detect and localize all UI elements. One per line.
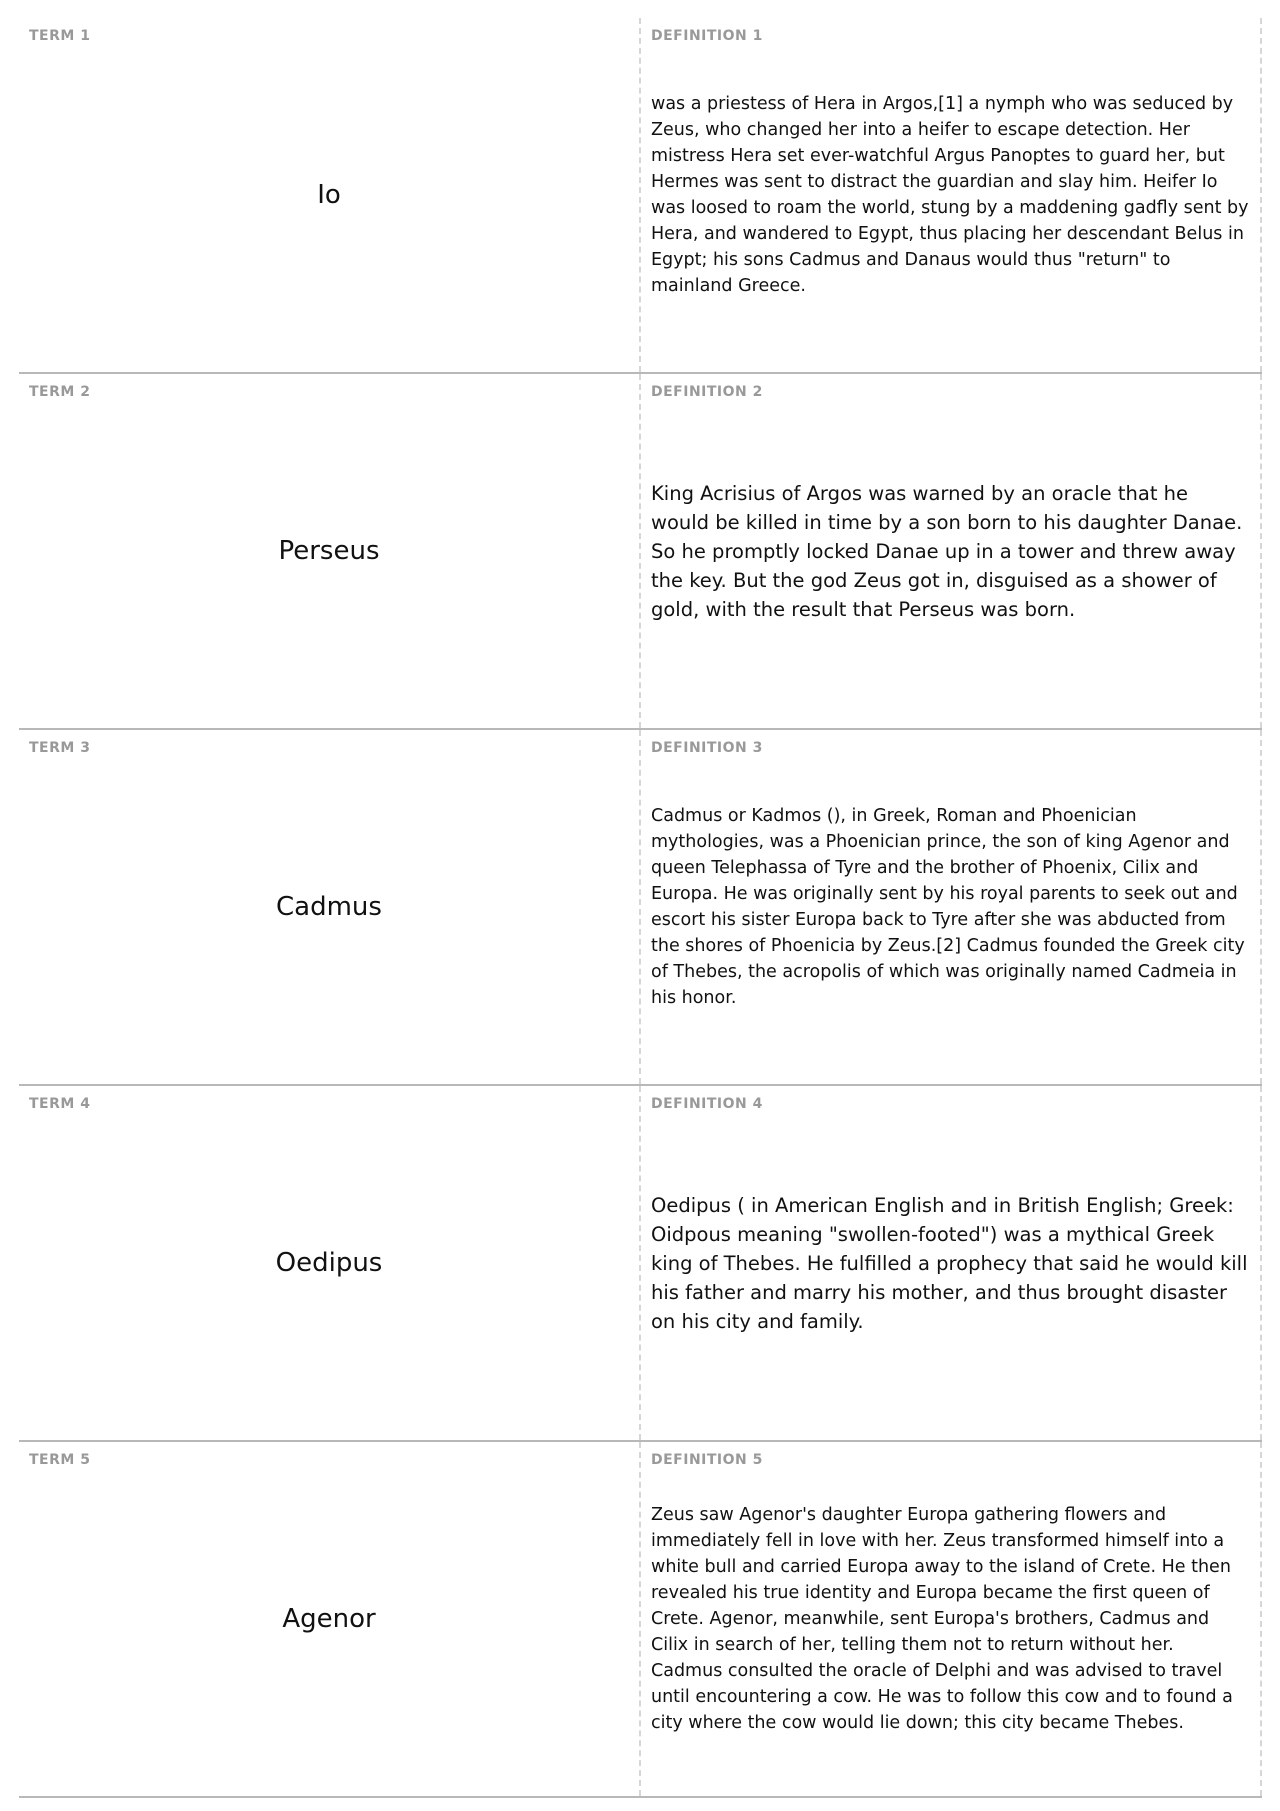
term-label: TERM 3 bbox=[29, 740, 91, 756]
term-text bbox=[19, 1086, 639, 1440]
definition-cell bbox=[641, 1086, 1262, 1440]
term-cell bbox=[19, 1086, 641, 1440]
definition-cell bbox=[641, 730, 1262, 1084]
term-cell bbox=[19, 374, 641, 728]
term-value: Oedipus bbox=[275, 1248, 383, 1278]
term-cell bbox=[19, 730, 641, 1084]
term-text bbox=[19, 18, 639, 372]
definition-text bbox=[651, 374, 1250, 728]
definition-label: DEFINITION 3 bbox=[651, 740, 763, 756]
definition-text bbox=[651, 1086, 1250, 1440]
term-text bbox=[19, 1442, 639, 1796]
term-label: TERM 1 bbox=[29, 28, 91, 44]
definition-label: DEFINITION 1 bbox=[651, 28, 763, 44]
term-value: Io bbox=[317, 180, 341, 210]
definition-cell bbox=[641, 1442, 1262, 1796]
definition-label: DEFINITION 5 bbox=[651, 1452, 763, 1468]
definition-label: DEFINITION 4 bbox=[651, 1096, 763, 1112]
flashcard-row-1 bbox=[19, 18, 1262, 374]
definition-value: Zeus saw Agenor's daughter Europa gathering flowers and immediately fell in love with her. Zeus transformed himself into a white bull and carried Europa away to the island of Crete. He then revealed his true identity and Europa became the first queen of Crete. Agenor, meanwhile, sent Europa's brothers, Cadmus and Cilix in search of her, telling them not to return without her. Cadmus consulted the oracle of Delphi and was advised to travel until encountering a cow. He was to follow this cow and to found a city where the cow would lie down; this city became Thebes. bbox=[651, 1505, 1233, 1733]
term-value: Agenor bbox=[282, 1604, 376, 1634]
term-text bbox=[19, 374, 639, 728]
flashcard-row-3 bbox=[19, 730, 1262, 1086]
flashcard-row-2 bbox=[19, 374, 1262, 730]
term-label: TERM 5 bbox=[29, 1452, 91, 1468]
definition-value: Cadmus or Kadmos (), in Greek, Roman and Phoenician mythologies, was a Phoenician prince, the son of king Agenor and queen Telephassa of Tyre and the brother of Phoenix, Cilix and Europa. He was originally sent by his royal parents to seek out and escort his sister Europa back to Tyre after she was abducted from the shores of Phoenicia by Zeus.[2] Cadmus founded the Greek city of Thebes, the acropolis of which was originally named Cadmeia in his honor. bbox=[651, 806, 1245, 1008]
definition-text bbox=[651, 730, 1250, 1084]
definition-label: DEFINITION 2 bbox=[651, 384, 763, 400]
definition-value: Oedipus ( in American English and in British English; Greek: Oidpous meaning "swollen-footed") was a mythical Greek king of Thebes. He fulfilled a prophecy that said he would kill his father and marry his mother, and thus brought disaster on his city and family. bbox=[651, 1193, 1248, 1333]
term-text bbox=[19, 730, 639, 1084]
definition-value: King Acrisius of Argos was warned by an oracle that he would be killed in time by a son born to his daughter Danae. So he promptly locked Danae up in a tower and threw away the key. But the god Zeus got in, disguised as a shower of gold, with the result that Perseus was born. bbox=[651, 481, 1243, 621]
definition-text bbox=[651, 18, 1250, 372]
term-cell bbox=[19, 1442, 641, 1796]
term-value: Cadmus bbox=[276, 892, 382, 922]
definition-cell bbox=[641, 18, 1262, 372]
definition-value: was a priestess of Hera in Argos,[1] a nymph who was seduced by Zeus, who changed her into a heifer to escape detection. Her mistress Hera set ever-watchful Argus Panoptes to guard her, but Hermes was sent to distract the guardian and slay him. Heifer Io was loosed to roam the world, stung by a maddening gadfly sent by Hera, and wandered to Egypt, thus placing her descendant Belus in Egypt; his sons Cadmus and Danaus would thus "return" to mainland Greece. bbox=[651, 94, 1249, 296]
flashcard-row-4 bbox=[19, 1086, 1262, 1442]
term-cell bbox=[19, 18, 641, 372]
flashcard-row-5 bbox=[19, 1442, 1262, 1798]
definition-cell bbox=[641, 374, 1262, 728]
term-value: Perseus bbox=[278, 536, 380, 566]
flashcard-sheet bbox=[19, 18, 1262, 1798]
definition-text bbox=[651, 1442, 1250, 1796]
term-label: TERM 4 bbox=[29, 1096, 91, 1112]
term-label: TERM 2 bbox=[29, 384, 91, 400]
